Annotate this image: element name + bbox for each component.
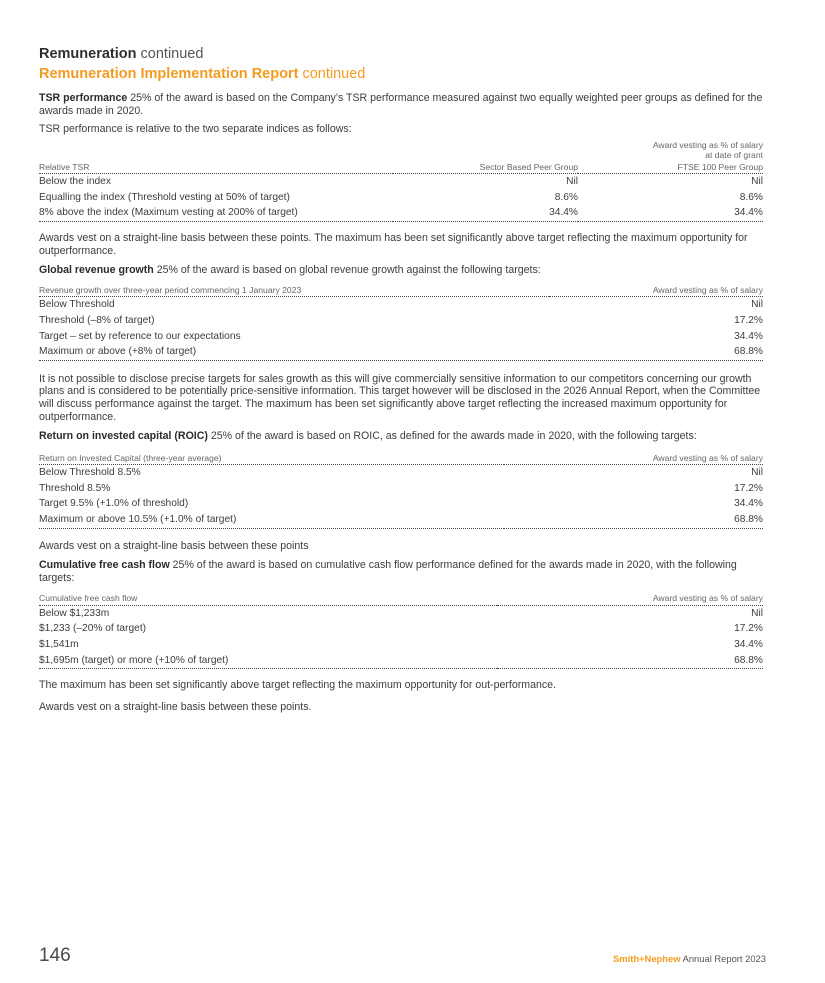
roic-col-vesting: Award vesting as % of salary [504, 453, 763, 465]
row-value: 17.2% [734, 623, 763, 635]
row-value: Nil [751, 299, 763, 311]
table-row [39, 344, 763, 360]
row-label: $1,541m [39, 639, 79, 651]
row-label: Threshold (–8% of target) [39, 314, 155, 326]
row-label: $1,233 (–20% of target) [39, 623, 147, 635]
cashflow-col-vesting: Award vesting as % of salary [497, 593, 763, 605]
revenue-table [39, 285, 763, 361]
row-value: 68.8% [549, 344, 763, 360]
table-row [39, 190, 763, 206]
tsr-super-header [578, 140, 763, 162]
row-label: Maximum or above (+8% of target) [39, 344, 549, 360]
tsr-after-text: Awards vest on a straight-line basis between these points. The maximum has been set significantly above target reflecting the maximum opportunity for outperformance. [39, 232, 748, 257]
cashflow-after-text-1: The maximum has been set significantly above target reflecting the maximum opportunity for out-performance. [39, 679, 556, 692]
cashflow-table [39, 593, 763, 669]
revenue-table-header [39, 285, 763, 297]
revenue-col-label: Revenue growth over three-year period commencing 1 January 2023 [39, 285, 549, 297]
row-value: 34.4% [734, 639, 763, 651]
row-label: Below the index [39, 176, 111, 188]
row-value: 34.4% [734, 330, 763, 342]
row-value: Nil [751, 607, 763, 619]
row-value: 68.8% [504, 512, 763, 528]
table-row [39, 512, 763, 528]
table-row [39, 205, 763, 221]
table-row [39, 465, 763, 481]
cashflow-after-text-2: Awards vest on a straight-line basis between these points. [39, 700, 312, 713]
table-row [39, 313, 763, 329]
row-label: $1,695m (target) or more (+10% of target) [39, 653, 497, 669]
cashflow-intro-text: 25% of the award is based on cumulative cash flow performance defined for the awards made in 2020, with the following targets: [39, 559, 737, 584]
revenue-intro-text: 25% of the award is based on global revenue growth against the following targets: [156, 264, 541, 277]
table-row [39, 637, 763, 653]
table-row [39, 174, 763, 190]
row-label: Target – set by reference to our expectations [39, 330, 241, 342]
roic-table [39, 453, 763, 529]
page-number: 146 [39, 945, 71, 966]
cashflow-intro-bold: Cumulative free cash flow [39, 559, 170, 572]
brand-logo-text: Smith+Nephew [613, 953, 681, 964]
tsr-table-header [39, 162, 763, 174]
row-ftse-value: 8.6% [739, 191, 763, 203]
tsr-col-sector: Sector Based Peer Group [393, 162, 578, 174]
row-label: Below Threshold 8.5% [39, 467, 141, 479]
section-title [39, 44, 763, 64]
cashflow-intro [39, 559, 763, 584]
tsr-table [39, 140, 763, 222]
table-row [39, 481, 763, 497]
page-content [39, 44, 763, 719]
revenue-intro-bold: Global revenue growth [39, 264, 154, 277]
row-sector-value: 34.4% [393, 205, 578, 221]
tsr-col-relative: Relative TSR [39, 162, 393, 174]
table-row [39, 297, 763, 313]
roic-table-header [39, 453, 763, 465]
table-row [39, 329, 763, 345]
cashflow-table-header [39, 593, 763, 605]
tsr-intro-bold: TSR performance [39, 92, 128, 104]
table-row [39, 605, 763, 621]
row-value: 34.4% [734, 498, 763, 510]
row-sector-value: 8.6% [554, 191, 578, 203]
row-ftse-value: Nil [751, 176, 763, 188]
revenue-intro [39, 264, 763, 277]
roic-intro [39, 430, 763, 443]
roic-intro-bold: Return on invested capital (ROIC) [39, 430, 208, 443]
section-subtitle [39, 64, 763, 84]
roic-after-text: Awards vest on a straight-line basis between these points [39, 539, 309, 552]
row-label: Equalling the index (Threshold vesting at 50% of target) [39, 191, 290, 203]
tsr-col-ftse: FTSE 100 Peer Group [578, 162, 763, 174]
roic-intro-text: 25% of the award is based on ROIC, as defined for the awards made in 2020, with the following targets: [210, 430, 697, 443]
row-label: Below $1,233m [39, 607, 110, 619]
row-label: Target 9.5% (+1.0% of threshold) [39, 498, 189, 510]
row-label: Below Threshold [39, 299, 115, 311]
section-title-light: continued [140, 46, 204, 62]
row-value: 17.2% [734, 482, 763, 494]
section-title-bold: Remuneration [39, 46, 137, 62]
row-sector-value: Nil [566, 176, 578, 188]
tsr-table-superheader [39, 140, 763, 162]
revenue-col-vesting: Award vesting as % of salary [549, 285, 763, 297]
tsr-super-header-line2: at date of grant [705, 150, 763, 161]
row-label: Threshold 8.5% [39, 482, 111, 494]
section-subtitle-light: continued [302, 66, 366, 82]
roic-col-label: Return on Invested Capital (three-year average) [39, 453, 504, 465]
tsr-intro [39, 92, 763, 117]
footer-report-title: Annual Report 2023 [682, 953, 766, 964]
row-label: Maximum or above 10.5% (+1.0% of target) [39, 512, 504, 528]
table-row [39, 496, 763, 512]
tsr-super-header-line1: Award vesting as % of salary [652, 139, 763, 150]
table-row [39, 621, 763, 637]
table-row [39, 653, 763, 669]
tsr-intro-text: 25% of the award is based on the Company’s TSR performance measured against two equally weighted peer groups as defined for the awards made in 2020. [39, 92, 763, 117]
row-value: 68.8% [497, 653, 763, 669]
tsr-relative-note: TSR performance is relative to the two separate indices as follows: [39, 123, 352, 136]
row-label: 8% above the index (Maximum vesting at 200% of target) [39, 205, 393, 221]
footer-brand [613, 953, 766, 964]
row-ftse-value: 34.4% [578, 205, 763, 221]
cashflow-col-label: Cumulative free cash flow [39, 593, 497, 605]
revenue-after-text: It is not possible to disclose precise targets for sales growth as this will give commercially sensitive information to our competitors concerning our growth plans and is considered to be potentially price-sensitive information. This target however will be disclosed in the 2026 Annual Report, when the Committee will discuss performance against the target. The maximum has been set significantly above target reflecting the increased maximum opportunity for outperformance. [39, 372, 761, 423]
row-value: 17.2% [734, 314, 763, 326]
row-value: Nil [751, 467, 763, 479]
section-subtitle-bold: Remuneration Implementation Report [39, 66, 299, 82]
